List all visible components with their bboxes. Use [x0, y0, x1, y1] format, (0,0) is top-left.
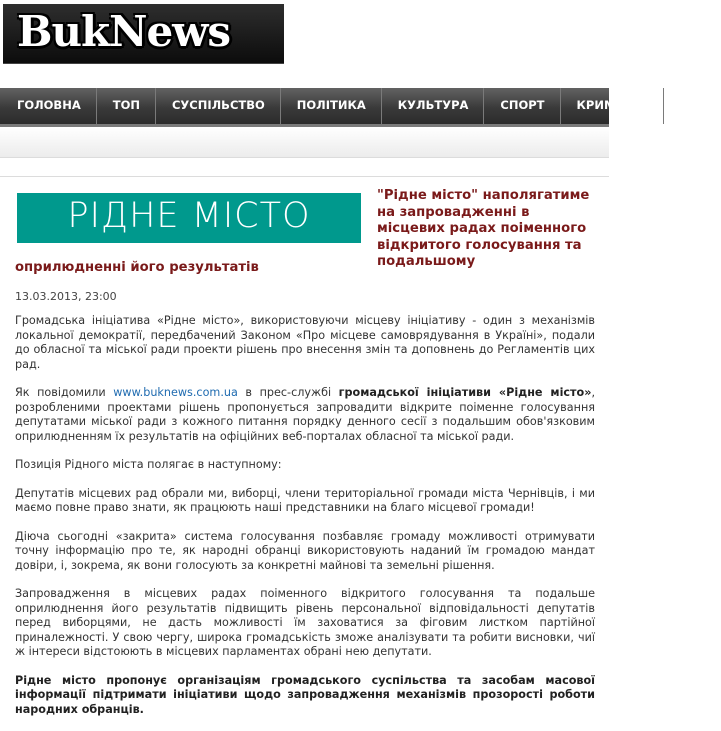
- paragraph-2-mid: в прес-службі: [237, 386, 339, 399]
- article-body: [15, 314, 595, 731]
- article-container: [0, 176, 609, 727]
- paragraph-3: Позиція Рідного міста полягає в наступному:: [15, 458, 282, 471]
- nav-item-golovna[interactable]: ГОЛОВНА: [17, 98, 81, 112]
- site-logo[interactable]: [3, 4, 284, 64]
- nav-item-gal[interactable]: ГАЛ: [663, 88, 721, 124]
- banner-text: РІДНЕ МІСТО: [67, 196, 311, 236]
- nav-item-kultura[interactable]: КУЛЬТУРА: [381, 88, 484, 124]
- paragraph-6: Запровадження в місцевих радах поіменного відкритого голосування та подальше оприлюднення його результатів підвищить рівень персональної відповідальності депутатів перед виборцями, не дасть можливості їм заховатися за фіговим листком партійної приналежності. У свою чергу, широка громадськість зможе аналізувати та робити висновки, чиї ж інтереси відстоюють в місцевих парламентах обрані нею депутати.: [15, 587, 595, 658]
- article-headline-continued: оприлюдненні його результатів: [15, 260, 259, 275]
- nav-item-sport[interactable]: СПОРТ: [483, 88, 559, 124]
- paragraph-2-bold: громадської ініціативи «Рідне місто»: [338, 386, 592, 399]
- nav-item-kryminal[interactable]: КРИМІНАЛ: [560, 88, 663, 124]
- paragraph-4: Депутатів місцевих рад обрали ми, виборці, члени територіальної громади міста Чернівців, і ми маємо повне право знати, як працюють наші представники на благо місцевої громади!: [15, 486, 595, 514]
- main-nav: [0, 88, 706, 127]
- site-logo-text: BukNews: [17, 7, 231, 56]
- paragraph-7: Рідне місто пропонує організаціям громадського суспільства та засобам масової інформації підтримати ініціативи щодо запровадження механізмів прозорості роботи народних обранців.: [15, 673, 595, 716]
- paragraph-2-rest: , розробленими проектами рішень пропонується запровадити відкрите поіменне голосування депутатами міської ради з кожного питання порядку денного сесії з подальшим обов'язковим оприлюдненням їх результатів на офіційних веб-порталах обласної та міської ради.: [15, 386, 595, 443]
- article-headline: "Рідне місто" наполягатиме на запровадженні в місцевих радах поіменного відкритого голосування та подальшому: [377, 188, 590, 269]
- article-date: 13.03.2013, 23:00: [15, 290, 117, 303]
- paragraph-2-intro: Як повідомили: [15, 386, 114, 399]
- nav-item-suspilstvo[interactable]: СУСПІЛЬСТВО: [155, 88, 280, 124]
- paragraph-2: [15, 386, 595, 444]
- buknews-link[interactable]: www.buknews.com.ua: [113, 386, 238, 399]
- nav-item-top[interactable]: ТОП: [96, 88, 155, 124]
- ridne-misto-banner: [17, 193, 361, 243]
- sub-nav-bar: [0, 127, 609, 158]
- nav-item-polityka[interactable]: ПОЛІТИКА: [280, 88, 381, 124]
- paragraph-5: Діюча сьогодні «закрита» система голосування позбавляє громаду можливості отримувати точну інформацію про те, як народні обранці використовують наданий їм громадою мандат довіри, і, зокрема, як вони голосують за конкретні майнові та земельні рішення.: [15, 529, 595, 572]
- paragraph-1: Громадська ініціатива «Рідне місто», використовуючи місцеву ініціативу - один з механізмів локальної демократії, передбачений Законом «Про місцеве самоврядування в Україні», подали до обласної та міської ради проекти рішень про внесення змін та доповнень до Регламентів цих рад.: [15, 314, 595, 371]
